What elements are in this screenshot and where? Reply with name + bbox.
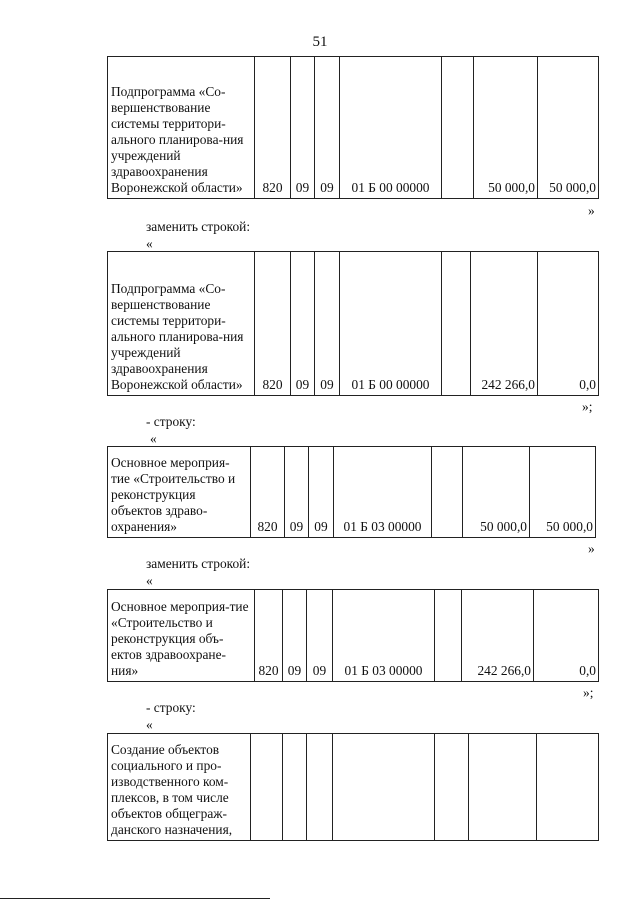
gv-code: 820 [251,447,285,538]
row-name: Создание объектов социального и про-изводственного ком-плексов, в том числе объектов общеграж-данского назначения, [108,734,251,841]
value-2: 50 000,0 [530,447,596,538]
vr-code [442,57,474,199]
table-row [108,57,599,199]
row-name: Основное мероприя-тие «Строительство и реконструкция объ-ектов здравоохране-ния» [108,590,255,682]
vr-code [442,252,471,396]
csr-code: 01 Б 03 00000 [334,447,432,538]
table-row [108,590,599,682]
pr-code: 09 [307,590,333,682]
rz-code: 09 [283,590,307,682]
csr-code: 01 Б 00 00000 [340,57,442,199]
vr-code [435,590,462,682]
csr-code [333,734,435,841]
opening-quote: « [150,431,157,446]
vr-code [435,734,469,841]
csr-code: 01 Б 00 00000 [340,252,442,396]
budget-table-2 [107,251,599,396]
closing-quote: » [588,541,595,556]
value-1: 50 000,0 [463,447,530,538]
string-note: - строку: [146,700,196,715]
table-row [108,734,599,841]
pr-code: 09 [315,57,340,199]
value-1: 242 266,0 [471,252,538,396]
opening-quote: « [146,236,153,251]
budget-table-5 [107,733,599,841]
budget-table-1 [107,56,599,199]
page-number: 51 [312,34,328,50]
row-name: Основное мероприя-тие «Строительство и реконструкция объектов здраво-охранения» [108,447,251,538]
rz-code: 09 [291,57,315,199]
rz-code [283,734,307,841]
opening-quote: « [146,717,153,732]
pr-code: 09 [309,447,334,538]
value-1: 242 266,0 [462,590,534,682]
footer-rule [0,898,270,899]
replace-note: заменить строкой: [146,219,251,234]
gv-code: 820 [255,590,283,682]
gv-code: 820 [255,252,291,396]
row-name: Подпрограмма «Со-вершенствование системы территори-ального планирова-ния учреждений здравоохранения Воронежской области» [108,252,255,396]
table-row [108,447,596,538]
csr-code: 01 Б 03 00000 [333,590,435,682]
table-row [108,252,599,396]
closing-quote: »; [582,399,593,414]
string-note: - строку: [146,414,196,429]
opening-quote: « [146,573,153,588]
pr-code: 09 [315,252,340,396]
value-2: 50 000,0 [538,57,599,199]
value-1: 50 000,0 [474,57,538,199]
pr-code [307,734,333,841]
rz-code: 09 [285,447,309,538]
value-2: 0,0 [534,590,599,682]
value-1 [469,734,537,841]
value-2: 0,0 [538,252,599,396]
gv-code: 820 [255,57,291,199]
budget-table-3 [107,446,596,538]
closing-quote: » [588,203,595,218]
rz-code: 09 [291,252,315,396]
gv-code [251,734,283,841]
replace-note: заменить строкой: [146,556,251,571]
value-2 [537,734,599,841]
budget-table-4 [107,589,599,682]
closing-quote: »; [583,685,594,700]
row-name: Подпрограмма «Со-вершенствование системы территори-ального планирова-ния учреждений здравоохранения Воронежской области» [108,57,255,199]
vr-code [432,447,463,538]
